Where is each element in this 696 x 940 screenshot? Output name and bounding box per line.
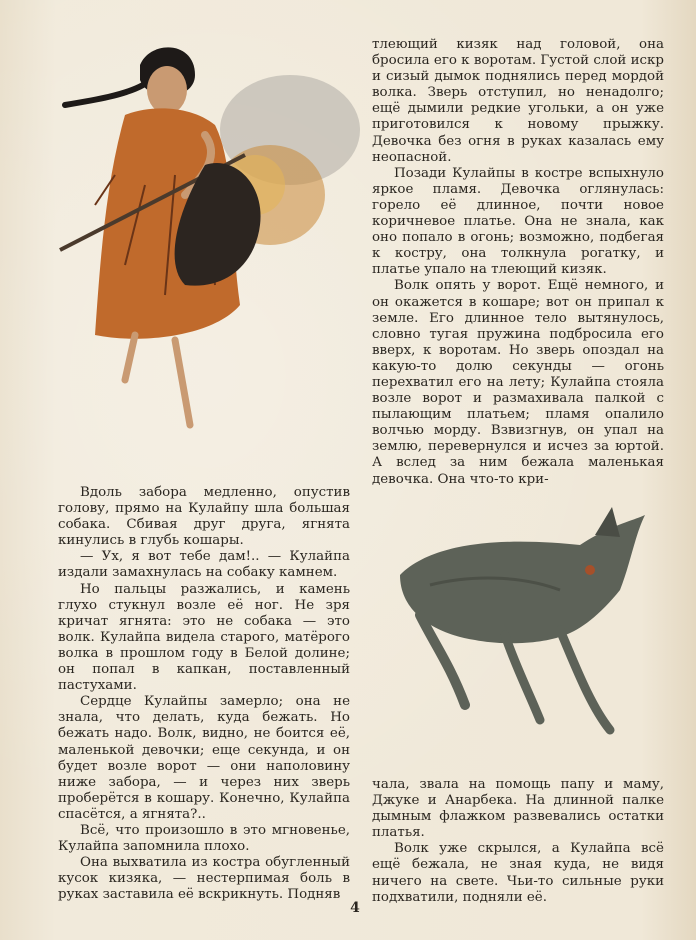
wolf-illustration [380, 495, 650, 745]
paragraph: тлеющий кизяк над головой, она бросила его к воротам. Густой слой искр и сизый дымок поднялись перед мордой волка. Зверь отступил, но ненадолго; ещё дымили редкие угольки, а он уже приготовился к новому прыжку. Девочка без огня в руках казалась ему неопасной. [372, 37, 664, 165]
paragraph: Волк уже скрылся, а Кулайпа всё ещё бежала, не зная куда, не видя ничего на свете. Чьи-то сильные руки подхватили, подняли её. [372, 841, 664, 905]
paragraph: Вдоль забора медленно, опустив голову, прямо на Кулайпу шла большая собака. Сбивая друг друга, ягнята кинулись в глубь кошары. [58, 485, 350, 549]
girl-braid [65, 85, 143, 105]
text-column-right-bottom [372, 777, 664, 906]
text-column-right-top [372, 37, 664, 488]
paragraph: Но пальцы разжались, и камень глухо стукнул возле её ног. Не зря кричат ягнята: это не собака — это волк. Кулайпа видела старого, матёрого волка в прошлом году в Белой долине; он попал в капкан, поставленный пастухами. [58, 581, 350, 694]
paragraph: Позади Кулайпы в костре вспыхнуло яркое пламя. Девочка оглянулась: горело её длинное, почти новое коричневое платье. Она не знала, как оно попало в огонь; возможно, подбегая к костру, она толкнула рогатку, и платье упало на тлеющий кизяк. [372, 165, 664, 278]
wolf-ear [595, 507, 620, 537]
girl-with-burning-dress-illustration [55, 35, 365, 445]
wolf-front-leg [505, 635, 540, 720]
girl-legs [125, 335, 190, 425]
paragraph: Сердце Кулайпы замерло; она не знала, что делать, куда бежать. Но бежать надо. Волк, видно, не боится её, маленькой девочки; еще секунда, и он будет возле ворот — они наполовину ниже забора, — и через них зверь проберётся в кошару. Конечно, Кулайпа спасётся, а ягнята?.. [58, 694, 350, 822]
wolf-eye [585, 565, 595, 575]
paragraph: Она выхватила из костра обугленный кусок кизяка, — нестерпимая боль в руках заставила её вскрикнуть. Подняв [58, 855, 350, 903]
paragraph: — Ух, я вот тебе дам!.. — Кулайпа издали замахнулась на собаку камнем. [58, 549, 350, 581]
girl-face [147, 66, 187, 114]
paragraph: чала, звала на помощь папу и маму, Джуке и Анарбека. На длинной палке дымным флажком развевались остатки платья. [372, 777, 664, 841]
text-column-left-bottom [58, 485, 350, 903]
paragraph: Всё, что произошло в это мгновенье, Кулайпа запомнила плохо. [58, 822, 350, 855]
paragraph: Волк опять у ворот. Ещё немного, и он окажется в кошаре; вот он припал к земле. Его длинное тело вытянулось, словно тугая пружина подбросила его вверх, к воротам. Но зверь опоздал на какую-то долю секунды — огонь перехватил его на лету; Кулайпа стояла возле ворот и размахивала палкой с пылающим платьем; пламя опалило волчью морду. Взвизгнув, он упал на землю, перевернулся и исчез за юртой. А вслед за ним бежала маленькая девочка. Она что-то кри- [372, 278, 664, 487]
wolf-front-leg-2 [560, 630, 610, 730]
page-number: 4 [350, 900, 360, 916]
